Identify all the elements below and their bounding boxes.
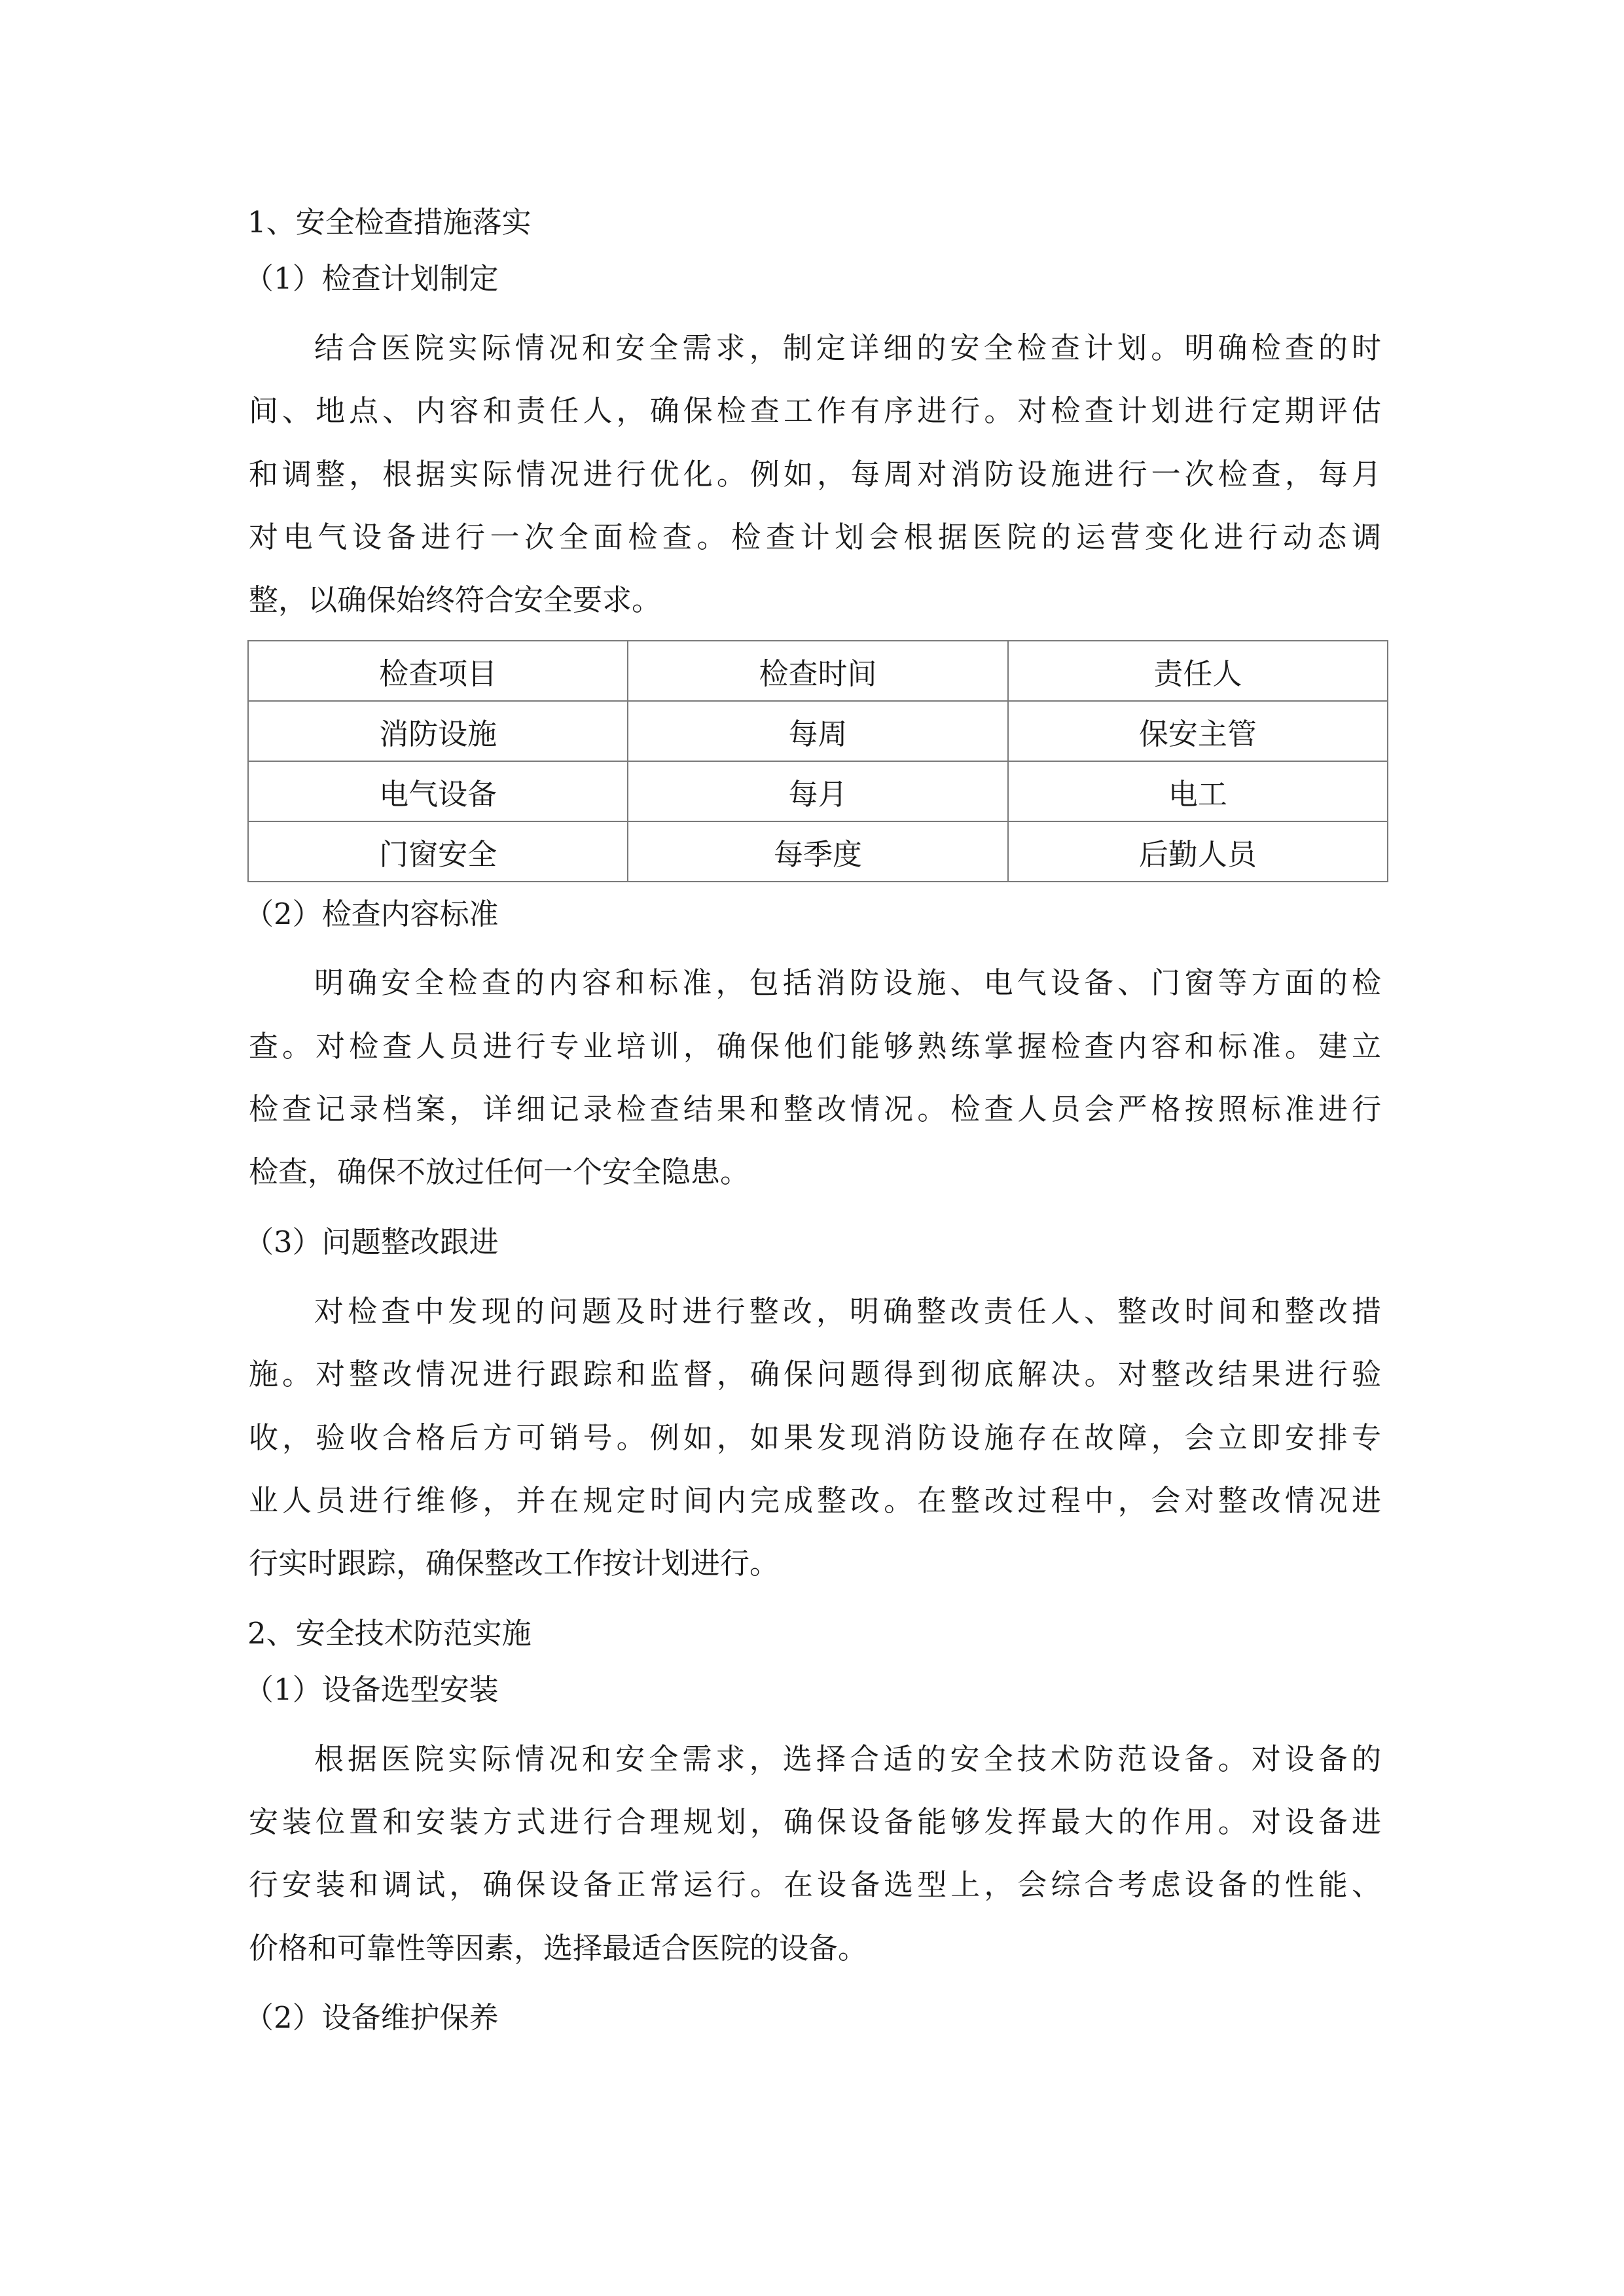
paragraph-line: 行实时跟踪，确保整改工作按计划进行。 bbox=[249, 1546, 780, 1581]
table-header-cell: 责任人 bbox=[1008, 641, 1388, 701]
paragraph-line: 结合医院实际情况和安全需求，制定详细的安全检查计划。明确检查的时 bbox=[314, 331, 1381, 365]
table-header-cell: 检查项目 bbox=[248, 641, 628, 701]
table-row bbox=[248, 701, 1388, 761]
subsection-heading: （1）设备选型安装 bbox=[244, 1672, 499, 1707]
paragraph-line: 对电气设备进行一次全面检查。检查计划会根据医院的运营变化进行动态调 bbox=[249, 520, 1381, 554]
subsection-heading: （2）设备维护保养 bbox=[244, 2000, 499, 2035]
table-cell: 每季度 bbox=[628, 821, 1007, 882]
section-heading: 2、安全技术防范实施 bbox=[247, 1616, 532, 1651]
subsection-heading: （1）检查计划制定 bbox=[244, 261, 499, 296]
table-cell: 电气设备 bbox=[248, 761, 628, 821]
section-heading: 1、安全检查措施落实 bbox=[247, 205, 532, 240]
table-header-cell: 检查时间 bbox=[628, 641, 1007, 701]
table-row bbox=[248, 761, 1388, 821]
subsection-heading: （3）问题整改跟进 bbox=[244, 1225, 499, 1259]
table-cell: 每月 bbox=[628, 761, 1007, 821]
paragraph-line: 整，以确保始终符合安全要求。 bbox=[249, 583, 662, 617]
table-cell: 每周 bbox=[628, 701, 1007, 761]
table-cell: 电工 bbox=[1008, 761, 1388, 821]
paragraph-line: 行安装和调试，确保设备正常运行。在设备选型上，会综合考虑设备的性能、 bbox=[249, 1867, 1381, 1902]
table-cell: 门窗安全 bbox=[248, 821, 628, 882]
paragraph-line: 对检查中发现的问题及时进行整改，明确整改责任人、整改时间和整改措 bbox=[314, 1294, 1381, 1329]
table-header-row bbox=[248, 641, 1388, 701]
inspection-table bbox=[247, 640, 1388, 882]
paragraph-line: 业人员进行维修，并在规定时间内完成整改。在整改过程中，会对整改情况进 bbox=[249, 1483, 1381, 1518]
paragraph-line: 价格和可靠性等因素，选择最适合医院的设备。 bbox=[249, 1931, 868, 1965]
paragraph-line: 查。对检查人员进行专业培训，确保他们能够熟练掌握检查内容和标准。建立 bbox=[249, 1029, 1381, 1064]
paragraph-line: 根据医院实际情况和安全需求，选择合适的安全技术防范设备。对设备的 bbox=[314, 1742, 1381, 1776]
table-cell: 消防设施 bbox=[248, 701, 628, 761]
subsection-heading: （2）检查内容标准 bbox=[244, 897, 499, 931]
paragraph-line: 收，验收合格后方可销号。例如，如果发现消防设施存在故障，会立即安排专 bbox=[249, 1420, 1381, 1455]
paragraph-line: 安装位置和安装方式进行合理规划，确保设备能够发挥最大的作用。对设备进 bbox=[249, 1804, 1381, 1839]
table-cell: 后勤人员 bbox=[1008, 821, 1388, 882]
paragraph-line: 检查，确保不放过任何一个安全隐患。 bbox=[249, 1155, 750, 1189]
paragraph-line: 明确安全检查的内容和标准，包括消防设施、电气设备、门窗等方面的检 bbox=[314, 965, 1381, 1000]
paragraph-line: 施。对整改情况进行跟踪和监督，确保问题得到彻底解决。对整改结果进行验 bbox=[249, 1357, 1381, 1391]
table-cell: 保安主管 bbox=[1008, 701, 1388, 761]
paragraph-line: 检查记录档案，详细记录检查结果和整改情况。检查人员会严格按照标准进行 bbox=[249, 1092, 1381, 1126]
paragraph-line: 间、地点、内容和责任人，确保检查工作有序进行。对检查计划进行定期评估 bbox=[249, 393, 1381, 428]
table-row bbox=[248, 821, 1388, 882]
paragraph-line: 和调整，根据实际情况进行优化。例如，每周对消防设施进行一次检查，每月 bbox=[249, 457, 1381, 492]
